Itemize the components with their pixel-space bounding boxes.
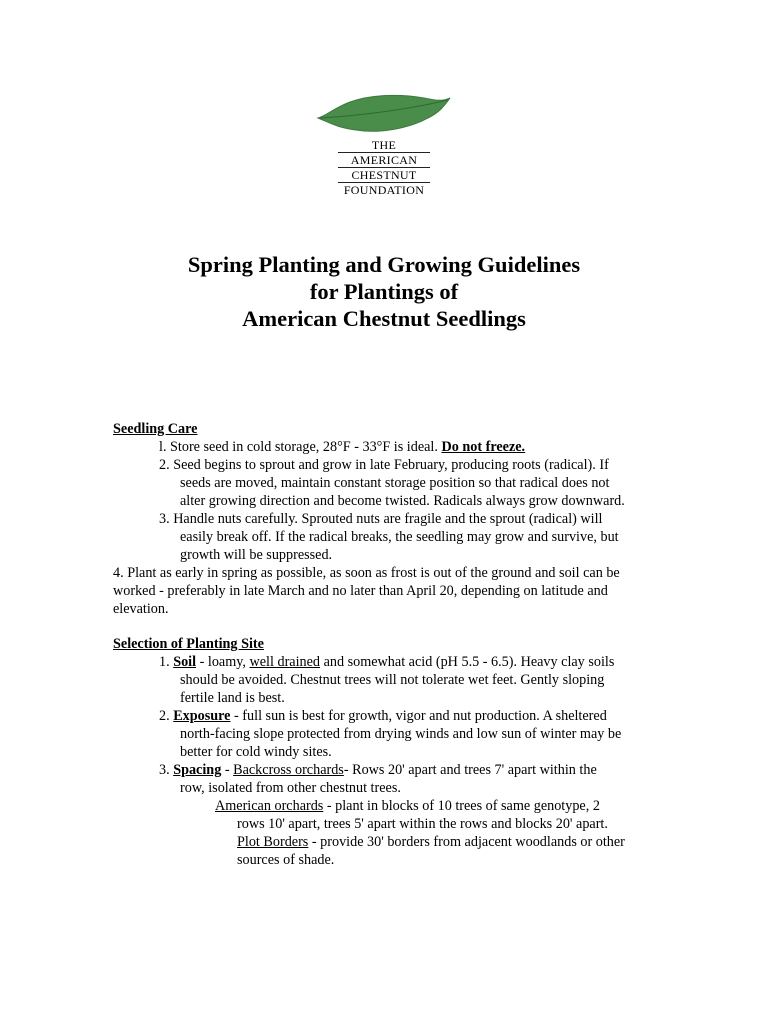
chestnut-leaf-icon [316, 94, 452, 138]
seedling-item-2-line-3: alter growing direction and become twisted. Radicals always grow downward. [180, 493, 625, 509]
plot-borders-item [237, 833, 625, 851]
soil-number: 1. [159, 654, 170, 670]
soil-line-3: fertile land is best. [180, 690, 285, 706]
seedling-item-3-line-3: growth will be suppressed. [180, 547, 333, 563]
soil-description: and somewhat acid (pH 5.5 - 6.5). Heavy clay soils [323, 654, 615, 670]
logo-line-1: THE [338, 138, 430, 153]
logo-wordmark [316, 138, 452, 197]
backcross-description: - Rows 20' apart and trees 7' apart within the [343, 762, 597, 778]
american-orchards-label: American orchards [215, 798, 324, 814]
soil-label: Soil [173, 654, 197, 670]
logo-line-2: AMERICAN [338, 153, 430, 168]
seedling-item-4-line-1: 4. Plant as early in spring as possible, as soon as frost is out of the ground and soil can be [113, 565, 620, 581]
title-line-2: for Plantings of [309, 279, 459, 304]
title-line-1: Spring Planting and Growing Guidelines [187, 252, 581, 277]
seedling-item-1-text: l. Store seed in cold storage, 28°F - 33°F is ideal. [159, 439, 438, 455]
seedling-item-4-line-3: elevation. [113, 601, 169, 617]
spacing-label: Spacing [173, 762, 222, 778]
soil-dash: - loamy, [196, 654, 246, 670]
seedling-item-2-line-2: seeds are moved, maintain constant storage position so that radical does not [180, 475, 610, 491]
well-drained-term: well drained [249, 654, 321, 670]
seedling-item-4-line-2: worked - preferably in late March and no later than April 20, depending on latitude and [113, 583, 608, 599]
do-not-freeze-warning: Do not freeze. [441, 439, 526, 455]
backcross-line-2: row, isolated from other chestnut trees. [180, 780, 401, 796]
site-selection-heading: Selection of Planting Site [113, 636, 264, 652]
backcross-orchards-label: Backcross orchards [233, 762, 344, 778]
spacing-item [159, 761, 597, 779]
soil-item [159, 653, 614, 671]
logo-line-3: CHESTNUT [338, 168, 430, 183]
foundation-logo [316, 94, 452, 200]
seedling-care-heading: Seedling Care [113, 421, 198, 437]
seedling-item-3-line-2: easily break off. If the radical breaks, the seedling may grow and survive, but [180, 529, 619, 545]
american-orchards-line-2: rows 10' apart, trees 5' apart within the rows and blocks 20' apart. [237, 816, 608, 832]
seedling-item-1 [159, 438, 525, 456]
logo-line-4: FOUNDATION [343, 183, 425, 197]
plot-borders-description: - provide 30' borders from adjacent woodlands or other [311, 834, 625, 850]
soil-line-2: should be avoided. Chestnut trees will not tolerate wet feet. Gently sloping [180, 672, 605, 688]
exposure-item [159, 707, 607, 725]
seedling-item-3-line-1: 3. Handle nuts carefully. Sprouted nuts are fragile and the sprout (radical) will [159, 511, 603, 527]
american-orchards-item [215, 797, 600, 815]
page-title [0, 251, 768, 332]
exposure-line-3: better for cold windy sites. [180, 744, 332, 760]
title-line-3: American Chestnut Seedlings [242, 306, 526, 331]
spacing-dash: - [224, 762, 230, 778]
spacing-number: 3. [159, 762, 170, 778]
seedling-item-2-line-1: 2. Seed begins to sprout and grow in late February, producing roots (radical). If [159, 457, 609, 473]
american-orchards-description: - plant in blocks of 10 trees of same genotype, 2 [326, 798, 600, 814]
exposure-line-2: north-facing slope protected from drying winds and low sun of winter may be [180, 726, 622, 742]
plot-borders-label: Plot Borders [237, 834, 309, 850]
exposure-number: 2. [159, 708, 170, 724]
exposure-label: Exposure [173, 708, 231, 724]
exposure-description: - full sun is best for growth, vigor and nut production. A sheltered [234, 708, 607, 724]
plot-borders-line-2: sources of shade. [237, 852, 335, 868]
